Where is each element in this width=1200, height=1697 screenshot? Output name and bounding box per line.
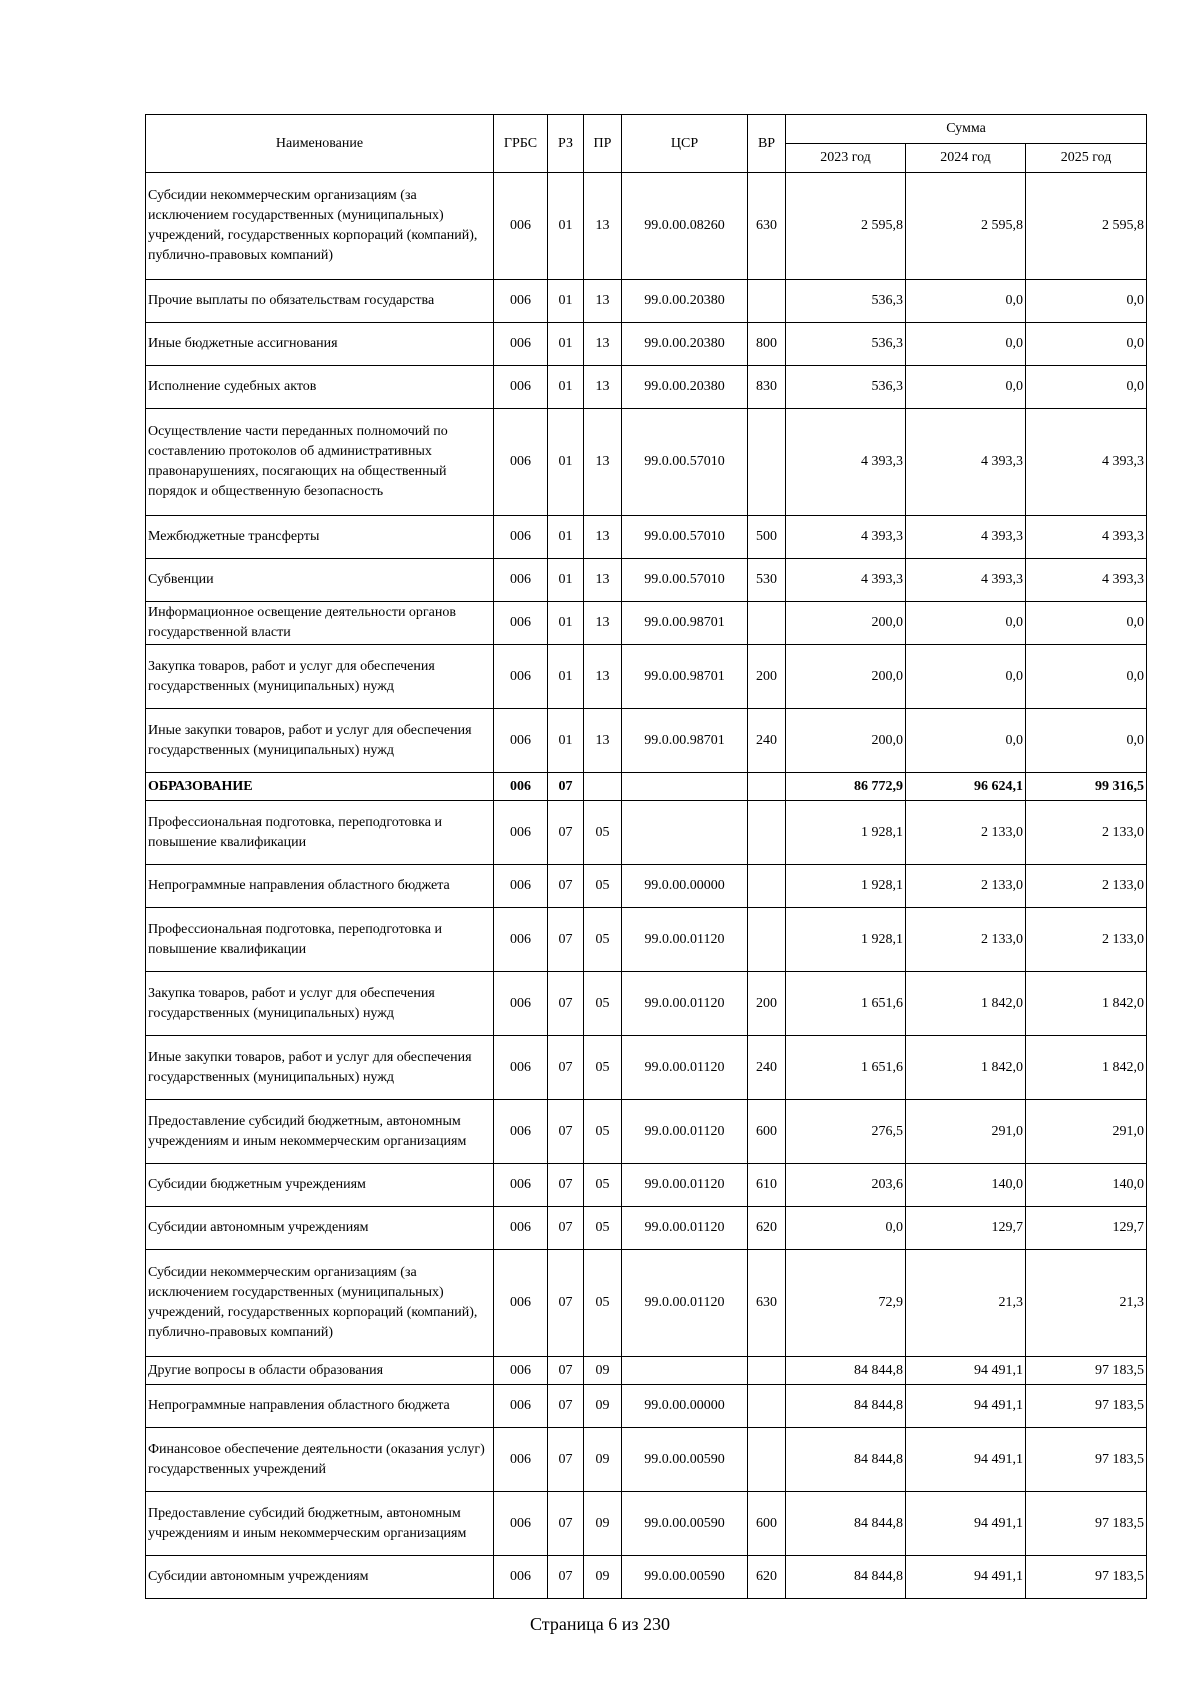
cell-csr: 99.0.00.20380 — [622, 323, 748, 366]
cell-sum-2024: 0,0 — [906, 366, 1026, 409]
cell-sum-2023: 536,3 — [786, 323, 906, 366]
cell-sum-2024: 94 491,1 — [906, 1556, 1026, 1599]
cell-csr: 99.0.00.57010 — [622, 409, 748, 516]
cell-pr: 13 — [584, 280, 622, 323]
cell-sum-2024: 94 491,1 — [906, 1357, 1026, 1385]
cell-pr: 05 — [584, 1100, 622, 1164]
table-row — [146, 516, 1147, 559]
cell-name: Непрограммные направления областного бюджета — [146, 865, 494, 908]
cell-sum-2023: 4 393,3 — [786, 409, 906, 516]
table-body — [146, 173, 1147, 1599]
cell-sum-2024: 2 133,0 — [906, 801, 1026, 865]
cell-name: Межбюджетные трансферты — [146, 516, 494, 559]
cell-rz: 07 — [548, 1207, 584, 1250]
cell-rz: 01 — [548, 602, 584, 645]
cell-csr: 99.0.00.01120 — [622, 1036, 748, 1100]
cell-pr: 13 — [584, 323, 622, 366]
cell-csr: 99.0.00.00590 — [622, 1428, 748, 1492]
cell-grbs: 006 — [494, 1385, 548, 1428]
table-row — [146, 602, 1147, 645]
cell-sum-2024: 4 393,3 — [906, 559, 1026, 602]
cell-rz: 07 — [548, 865, 584, 908]
cell-sum-2025: 97 183,5 — [1026, 1357, 1147, 1385]
cell-sum-2025: 99 316,5 — [1026, 773, 1147, 801]
cell-sum-2025: 97 183,5 — [1026, 1385, 1147, 1428]
cell-csr: 99.0.00.00000 — [622, 1385, 748, 1428]
cell-grbs: 006 — [494, 1492, 548, 1556]
cell-pr: 05 — [584, 865, 622, 908]
cell-grbs: 006 — [494, 773, 548, 801]
header-year-2025: 2025 год — [1026, 144, 1147, 173]
cell-pr: 13 — [584, 709, 622, 773]
cell-sum-2023: 84 844,8 — [786, 1428, 906, 1492]
cell-sum-2024: 0,0 — [906, 645, 1026, 709]
cell-sum-2023: 86 772,9 — [786, 773, 906, 801]
cell-vr: 620 — [748, 1556, 786, 1599]
cell-grbs: 006 — [494, 865, 548, 908]
cell-vr: 830 — [748, 366, 786, 409]
header-year-2023: 2023 год — [786, 144, 906, 173]
cell-csr: 99.0.00.20380 — [622, 366, 748, 409]
cell-pr: 09 — [584, 1492, 622, 1556]
cell-sum-2023: 203,6 — [786, 1164, 906, 1207]
budget-table — [145, 114, 1147, 1599]
cell-sum-2025: 97 183,5 — [1026, 1428, 1147, 1492]
cell-sum-2025: 2 595,8 — [1026, 173, 1147, 280]
cell-csr: 99.0.00.98701 — [622, 602, 748, 645]
table-row — [146, 1207, 1147, 1250]
table-row — [146, 1556, 1147, 1599]
cell-grbs: 006 — [494, 908, 548, 972]
cell-grbs: 006 — [494, 709, 548, 773]
cell-sum-2024: 94 491,1 — [906, 1428, 1026, 1492]
cell-rz: 07 — [548, 773, 584, 801]
cell-vr — [748, 280, 786, 323]
cell-sum-2025: 97 183,5 — [1026, 1492, 1147, 1556]
cell-sum-2025: 4 393,3 — [1026, 409, 1147, 516]
cell-rz: 01 — [548, 409, 584, 516]
cell-rz: 07 — [548, 1357, 584, 1385]
cell-sum-2025: 129,7 — [1026, 1207, 1147, 1250]
cell-sum-2023: 4 393,3 — [786, 516, 906, 559]
cell-name: Субсидии некоммерческим организациям (за исключением государственных (муниципальных) учреждений, государственных корпораций (компаний), публично-правовых компаний) — [146, 1250, 494, 1357]
cell-name: Финансовое обеспечение деятельности (оказания услуг) государственных учреждений — [146, 1428, 494, 1492]
cell-grbs: 006 — [494, 1428, 548, 1492]
cell-sum-2023: 1 651,6 — [786, 1036, 906, 1100]
cell-pr — [584, 773, 622, 801]
cell-name: Субвенции — [146, 559, 494, 602]
cell-sum-2023: 200,0 — [786, 709, 906, 773]
cell-name: Иные закупки товаров, работ и услуг для обеспечения государственных (муниципальных) нужд — [146, 709, 494, 773]
cell-grbs: 006 — [494, 559, 548, 602]
cell-sum-2025: 0,0 — [1026, 602, 1147, 645]
cell-rz: 07 — [548, 972, 584, 1036]
cell-grbs: 006 — [494, 972, 548, 1036]
cell-vr — [748, 1428, 786, 1492]
cell-pr: 05 — [584, 972, 622, 1036]
cell-grbs: 006 — [494, 516, 548, 559]
cell-pr: 05 — [584, 801, 622, 865]
cell-name: Профессиональная подготовка, переподготовка и повышение квалификации — [146, 908, 494, 972]
cell-grbs: 006 — [494, 366, 548, 409]
cell-grbs: 006 — [494, 280, 548, 323]
cell-sum-2024: 2 595,8 — [906, 173, 1026, 280]
cell-rz: 07 — [548, 1164, 584, 1207]
cell-csr: 99.0.00.00000 — [622, 865, 748, 908]
cell-name: Непрограммные направления областного бюджета — [146, 1385, 494, 1428]
cell-name: Другие вопросы в области образования — [146, 1357, 494, 1385]
cell-rz: 07 — [548, 1428, 584, 1492]
cell-grbs: 006 — [494, 801, 548, 865]
cell-sum-2024: 4 393,3 — [906, 516, 1026, 559]
cell-pr: 09 — [584, 1357, 622, 1385]
cell-name: Прочие выплаты по обязательствам государства — [146, 280, 494, 323]
cell-name: Субсидии автономным учреждениям — [146, 1207, 494, 1250]
cell-grbs: 006 — [494, 645, 548, 709]
cell-pr: 05 — [584, 1250, 622, 1357]
cell-grbs: 006 — [494, 602, 548, 645]
table-row — [146, 645, 1147, 709]
cell-pr: 05 — [584, 1207, 622, 1250]
cell-sum-2025: 0,0 — [1026, 645, 1147, 709]
table-row — [146, 773, 1147, 801]
cell-grbs: 006 — [494, 1164, 548, 1207]
cell-vr — [748, 602, 786, 645]
cell-grbs: 006 — [494, 1357, 548, 1385]
cell-csr — [622, 773, 748, 801]
cell-name: Профессиональная подготовка, переподготовка и повышение квалификации — [146, 801, 494, 865]
cell-vr: 630 — [748, 173, 786, 280]
cell-sum-2024: 1 842,0 — [906, 972, 1026, 1036]
cell-name: Осуществление части переданных полномочий по составлению протоколов об административных правонарушениях, посягающих на общественный порядок и общественную безопасность — [146, 409, 494, 516]
cell-rz: 07 — [548, 908, 584, 972]
cell-sum-2025: 0,0 — [1026, 280, 1147, 323]
cell-vr: 200 — [748, 972, 786, 1036]
cell-vr — [748, 801, 786, 865]
cell-sum-2024: 1 842,0 — [906, 1036, 1026, 1100]
cell-grbs: 006 — [494, 1207, 548, 1250]
table-row — [146, 1492, 1147, 1556]
cell-csr: 99.0.00.01120 — [622, 972, 748, 1036]
cell-grbs: 006 — [494, 323, 548, 366]
cell-vr — [748, 409, 786, 516]
header-vr: ВР — [748, 115, 786, 173]
cell-rz: 07 — [548, 1385, 584, 1428]
cell-sum-2023: 1 651,6 — [786, 972, 906, 1036]
cell-csr: 99.0.00.01120 — [622, 1207, 748, 1250]
cell-sum-2024: 129,7 — [906, 1207, 1026, 1250]
cell-sum-2025: 1 842,0 — [1026, 972, 1147, 1036]
cell-vr: 800 — [748, 323, 786, 366]
table-row — [146, 173, 1147, 280]
cell-pr: 09 — [584, 1556, 622, 1599]
cell-csr: 99.0.00.01120 — [622, 1250, 748, 1357]
cell-vr: 620 — [748, 1207, 786, 1250]
cell-name: Закупка товаров, работ и услуг для обеспечения государственных (муниципальных) нужд — [146, 972, 494, 1036]
cell-name: Субсидии некоммерческим организациям (за исключением государственных (муниципальных) учреждений, государственных корпораций (компаний), публично-правовых компаний) — [146, 173, 494, 280]
table-row — [146, 280, 1147, 323]
cell-vr: 610 — [748, 1164, 786, 1207]
cell-sum-2025: 4 393,3 — [1026, 559, 1147, 602]
header-sum: Сумма — [786, 115, 1147, 144]
cell-csr: 99.0.00.00590 — [622, 1556, 748, 1599]
cell-vr — [748, 1385, 786, 1428]
table-row — [146, 1357, 1147, 1385]
cell-sum-2024: 4 393,3 — [906, 409, 1026, 516]
cell-csr: 99.0.00.98701 — [622, 645, 748, 709]
cell-pr: 13 — [584, 602, 622, 645]
cell-pr: 13 — [584, 645, 622, 709]
table-row — [146, 908, 1147, 972]
cell-pr: 09 — [584, 1385, 622, 1428]
table-row — [146, 1385, 1147, 1428]
table-row — [146, 366, 1147, 409]
cell-sum-2025: 140,0 — [1026, 1164, 1147, 1207]
cell-sum-2023: 0,0 — [786, 1207, 906, 1250]
cell-sum-2024: 0,0 — [906, 280, 1026, 323]
cell-pr: 09 — [584, 1428, 622, 1492]
cell-pr: 13 — [584, 559, 622, 602]
cell-sum-2023: 1 928,1 — [786, 865, 906, 908]
cell-pr: 05 — [584, 1036, 622, 1100]
cell-sum-2023: 84 844,8 — [786, 1492, 906, 1556]
cell-sum-2024: 0,0 — [906, 602, 1026, 645]
table-row — [146, 1428, 1147, 1492]
cell-sum-2023: 536,3 — [786, 280, 906, 323]
table-row — [146, 709, 1147, 773]
cell-name: Исполнение судебных актов — [146, 366, 494, 409]
cell-pr: 13 — [584, 409, 622, 516]
cell-sum-2025: 0,0 — [1026, 323, 1147, 366]
page-number: Страница 6 из 230 — [530, 1614, 670, 1634]
cell-grbs: 006 — [494, 1036, 548, 1100]
cell-csr: 99.0.00.98701 — [622, 709, 748, 773]
cell-csr — [622, 1357, 748, 1385]
cell-sum-2023: 1 928,1 — [786, 801, 906, 865]
cell-sum-2024: 21,3 — [906, 1250, 1026, 1357]
cell-csr: 99.0.00.01120 — [622, 908, 748, 972]
cell-sum-2024: 0,0 — [906, 709, 1026, 773]
cell-sum-2025: 97 183,5 — [1026, 1556, 1147, 1599]
header-rz: РЗ — [548, 115, 584, 173]
cell-pr: 13 — [584, 366, 622, 409]
cell-sum-2025: 2 133,0 — [1026, 908, 1147, 972]
cell-sum-2023: 2 595,8 — [786, 173, 906, 280]
cell-sum-2025: 1 842,0 — [1026, 1036, 1147, 1100]
cell-grbs: 006 — [494, 1250, 548, 1357]
cell-grbs: 006 — [494, 1100, 548, 1164]
cell-name: Иные закупки товаров, работ и услуг для обеспечения государственных (муниципальных) нужд — [146, 1036, 494, 1100]
cell-name: ОБРАЗОВАНИЕ — [146, 773, 494, 801]
table-row — [146, 1164, 1147, 1207]
cell-sum-2024: 94 491,1 — [906, 1492, 1026, 1556]
cell-rz: 01 — [548, 559, 584, 602]
cell-rz: 01 — [548, 280, 584, 323]
cell-sum-2024: 94 491,1 — [906, 1385, 1026, 1428]
cell-csr: 99.0.00.01120 — [622, 1164, 748, 1207]
cell-sum-2023: 1 928,1 — [786, 908, 906, 972]
cell-csr: 99.0.00.08260 — [622, 173, 748, 280]
cell-rz: 07 — [548, 801, 584, 865]
table-row — [146, 559, 1147, 602]
cell-rz: 01 — [548, 173, 584, 280]
cell-vr: 500 — [748, 516, 786, 559]
cell-name: Предоставление субсидий бюджетным, автономным учреждениям и иным некоммерческим организациям — [146, 1492, 494, 1556]
cell-name: Закупка товаров, работ и услуг для обеспечения государственных (муниципальных) нужд — [146, 645, 494, 709]
table-row — [146, 972, 1147, 1036]
cell-name: Предоставление субсидий бюджетным, автономным учреждениям и иным некоммерческим организациям — [146, 1100, 494, 1164]
cell-vr: 240 — [748, 1036, 786, 1100]
header-grbs: ГРБС — [494, 115, 548, 173]
cell-csr: 99.0.00.00590 — [622, 1492, 748, 1556]
header-pr: ПР — [584, 115, 622, 173]
cell-vr: 240 — [748, 709, 786, 773]
cell-name: Субсидии автономным учреждениям — [146, 1556, 494, 1599]
cell-rz: 01 — [548, 516, 584, 559]
table-row — [146, 409, 1147, 516]
cell-sum-2023: 200,0 — [786, 645, 906, 709]
cell-csr: 99.0.00.57010 — [622, 559, 748, 602]
cell-sum-2023: 72,9 — [786, 1250, 906, 1357]
cell-rz: 07 — [548, 1036, 584, 1100]
cell-sum-2023: 276,5 — [786, 1100, 906, 1164]
cell-vr: 600 — [748, 1100, 786, 1164]
table-row — [146, 865, 1147, 908]
cell-sum-2024: 96 624,1 — [906, 773, 1026, 801]
table-row — [146, 1250, 1147, 1357]
cell-sum-2024: 140,0 — [906, 1164, 1026, 1207]
cell-sum-2023: 536,3 — [786, 366, 906, 409]
cell-sum-2023: 4 393,3 — [786, 559, 906, 602]
cell-vr — [748, 1357, 786, 1385]
cell-name: Иные бюджетные ассигнования — [146, 323, 494, 366]
cell-csr — [622, 801, 748, 865]
cell-sum-2025: 4 393,3 — [1026, 516, 1147, 559]
header-name: Наименование — [146, 115, 494, 173]
cell-sum-2024: 291,0 — [906, 1100, 1026, 1164]
cell-sum-2025: 2 133,0 — [1026, 865, 1147, 908]
cell-sum-2023: 84 844,8 — [786, 1385, 906, 1428]
cell-sum-2023: 84 844,8 — [786, 1357, 906, 1385]
cell-sum-2023: 200,0 — [786, 602, 906, 645]
table-row — [146, 1100, 1147, 1164]
cell-pr: 05 — [584, 908, 622, 972]
cell-vr — [748, 865, 786, 908]
cell-sum-2024: 2 133,0 — [906, 908, 1026, 972]
cell-rz: 01 — [548, 709, 584, 773]
cell-grbs: 006 — [494, 409, 548, 516]
cell-csr: 99.0.00.01120 — [622, 1100, 748, 1164]
cell-vr: 200 — [748, 645, 786, 709]
table-row — [146, 801, 1147, 865]
cell-vr — [748, 908, 786, 972]
cell-rz: 07 — [548, 1250, 584, 1357]
cell-sum-2023: 84 844,8 — [786, 1556, 906, 1599]
cell-rz: 07 — [548, 1556, 584, 1599]
cell-csr: 99.0.00.20380 — [622, 280, 748, 323]
cell-sum-2024: 0,0 — [906, 323, 1026, 366]
cell-sum-2025: 0,0 — [1026, 366, 1147, 409]
cell-rz: 01 — [548, 323, 584, 366]
cell-vr: 600 — [748, 1492, 786, 1556]
cell-name: Информационное освещение деятельности органов государственной власти — [146, 602, 494, 645]
cell-rz: 07 — [548, 1492, 584, 1556]
cell-pr: 13 — [584, 173, 622, 280]
cell-rz: 01 — [548, 366, 584, 409]
table-row — [146, 323, 1147, 366]
cell-vr — [748, 773, 786, 801]
cell-sum-2024: 2 133,0 — [906, 865, 1026, 908]
cell-sum-2025: 291,0 — [1026, 1100, 1147, 1164]
cell-csr: 99.0.00.57010 — [622, 516, 748, 559]
cell-rz: 07 — [548, 1100, 584, 1164]
cell-grbs: 006 — [494, 173, 548, 280]
cell-name: Субсидии бюджетным учреждениям — [146, 1164, 494, 1207]
header-csr: ЦСР — [622, 115, 748, 173]
cell-sum-2025: 2 133,0 — [1026, 801, 1147, 865]
cell-sum-2025: 0,0 — [1026, 709, 1147, 773]
cell-vr: 630 — [748, 1250, 786, 1357]
table-row — [146, 1036, 1147, 1100]
cell-pr: 05 — [584, 1164, 622, 1207]
cell-grbs: 006 — [494, 1556, 548, 1599]
header-year-2024: 2024 год — [906, 144, 1026, 173]
cell-pr: 13 — [584, 516, 622, 559]
cell-sum-2025: 21,3 — [1026, 1250, 1147, 1357]
cell-rz: 01 — [548, 645, 584, 709]
cell-vr: 530 — [748, 559, 786, 602]
